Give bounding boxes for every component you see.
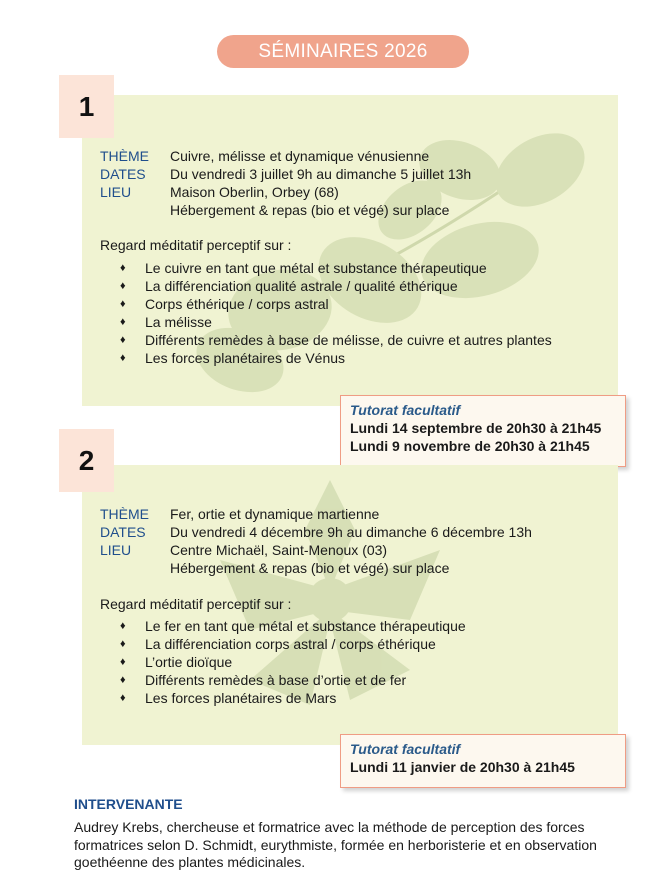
- dates-label: DATES: [100, 166, 146, 182]
- seminar-2-lodging: Hébergement & repas (bio et végé) sur place: [170, 560, 450, 576]
- dates-label: DATES: [100, 524, 146, 540]
- seminar-2-dates: Du vendredi 4 décembre 9h au dimanche 6 décembre 13h: [170, 524, 532, 540]
- seminar-2-info: [100, 505, 532, 577]
- seminar-1-dates: Du vendredi 3 juillet 9h au dimanche 5 juillet 13h: [170, 166, 472, 182]
- seminar-2-topics: [120, 617, 466, 707]
- diamond-bullet-icon: ♦: [120, 656, 126, 668]
- lieu-label: LIEU: [100, 542, 132, 558]
- seminar-1-topics: [120, 259, 552, 367]
- theme-label: THÈME: [100, 148, 149, 164]
- seminar-2-theme: Fer, ortie et dynamique martienne: [170, 506, 380, 522]
- seminar-1-number: 1: [59, 75, 114, 138]
- seminar-1-info: [100, 147, 471, 219]
- diamond-bullet-icon: ♦: [120, 334, 126, 346]
- seminar-1-lead: Regard méditatif perceptif sur :: [100, 237, 292, 253]
- list-item: ♦ Les forces planétaires de Vénus: [120, 350, 346, 366]
- list-item: ♦ La différenciation qualité astrale / qualité éthérique: [120, 278, 458, 294]
- intervenante-bio: Audrey Krebs, chercheuse et formatrice avec la méthode de perception des forces formatrices selon D. Schmidt, eurythmiste, formée en herboristerie et en observation goethéenne des plantes médicinales.: [74, 819, 597, 870]
- list-item: ♦ Les forces planétaires de Mars: [120, 690, 337, 706]
- tutorat-date: Lundi 9 novembre de 20h30 à 21h45: [350, 438, 590, 454]
- tutorat-title: Tutorat facultatif: [350, 402, 461, 418]
- tutorat-title: Tutorat facultatif: [350, 741, 461, 757]
- list-item: ♦ Le fer en tant que métal et substance thérapeutique: [120, 618, 466, 634]
- seminar-1-theme: Cuivre, mélisse et dynamique vénusienne: [170, 148, 430, 164]
- seminar-2-number: 2: [59, 429, 114, 492]
- diamond-bullet-icon: ♦: [120, 316, 126, 328]
- list-item: ♦ La mélisse: [120, 314, 212, 330]
- theme-label: THÈME: [100, 506, 149, 522]
- diamond-bullet-icon: ♦: [120, 674, 126, 686]
- list-item: ♦ La différenciation corps astral / corps éthérique: [120, 636, 436, 652]
- seminar-2-tutorat-box: [340, 734, 626, 788]
- diamond-bullet-icon: ♦: [120, 262, 126, 274]
- seminar-1-lodging: Hébergement & repas (bio et végé) sur place: [170, 202, 450, 218]
- diamond-bullet-icon: ♦: [120, 638, 126, 650]
- list-item: ♦ Le cuivre en tant que métal et substance thérapeutique: [120, 260, 487, 276]
- list-item: ♦ L’ortie dioïque: [120, 654, 233, 670]
- list-item: ♦ Différents remèdes à base de mélisse, de cuivre et autres plantes: [120, 332, 552, 348]
- list-item: ♦ Corps éthérique / corps astral: [120, 296, 329, 312]
- intervenante-heading: INTERVENANTE: [74, 796, 183, 812]
- tutorat-date: Lundi 14 septembre de 20h30 à 21h45: [350, 420, 602, 436]
- seminar-2-lieu: Centre Michaël, Saint-Menoux (03): [170, 542, 388, 558]
- seminar-1-lieu: Maison Oberlin, Orbey (68): [170, 184, 339, 200]
- list-item: ♦ Différents remèdes à base d’ortie et de fer: [120, 672, 407, 688]
- diamond-bullet-icon: ♦: [120, 298, 126, 310]
- seminar-2-lead: Regard méditatif perceptif sur :: [100, 596, 292, 612]
- tutorat-date: Lundi 11 janvier de 20h30 à 21h45: [350, 759, 575, 775]
- seminar-1-tutorat-box: [340, 395, 626, 467]
- diamond-bullet-icon: ♦: [120, 692, 126, 704]
- diamond-bullet-icon: ♦: [120, 352, 126, 364]
- diamond-bullet-icon: ♦: [120, 280, 126, 292]
- seminars-title-pill: SÉMINAIRES 2026: [217, 35, 469, 68]
- lieu-label: LIEU: [100, 184, 132, 200]
- diamond-bullet-icon: ♦: [120, 620, 126, 632]
